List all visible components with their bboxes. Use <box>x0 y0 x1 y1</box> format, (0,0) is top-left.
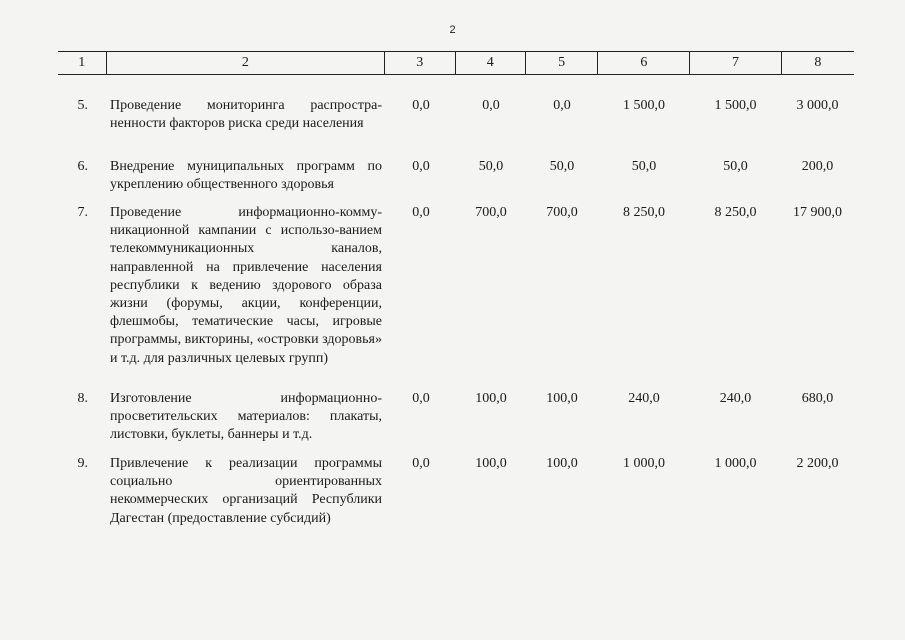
row-value-col3: 0,0 <box>412 98 430 113</box>
row-number: 9. <box>77 456 88 471</box>
header-cell-6: 6 <box>597 52 689 74</box>
row-value-col3: 0,0 <box>412 391 430 406</box>
row-value-col7: 1 000,0 <box>714 456 757 471</box>
header-cell-1: 1 <box>78 55 86 70</box>
row-value-col8: 3 000,0 <box>796 98 839 113</box>
table-row <box>58 204 854 368</box>
row-name: Привлечение к реализации программы социально ориентированных некоммерческих организаций Республики Дагестан (предоставление субсидий) <box>110 456 382 526</box>
row-name: Проведение мониторинга распростра-ненности факторов риска среди населения <box>110 98 382 132</box>
table-row <box>58 158 854 194</box>
row-value-col5: 100,0 <box>546 456 578 471</box>
row-number: 7. <box>77 205 88 220</box>
row-value-col4: 100,0 <box>475 391 507 406</box>
row-value-col5: 700,0 <box>546 205 578 220</box>
row-value-col3: 0,0 <box>412 456 430 471</box>
row-value-col7: 1 500,0 <box>714 98 757 113</box>
row-value-col6: 50,0 <box>631 159 657 174</box>
table-row <box>58 97 854 133</box>
row-value-col8: 200,0 <box>801 159 834 174</box>
row-value-col3: 0,0 <box>412 159 430 174</box>
row-value-col5: 0,0 <box>553 98 571 113</box>
row-value-col8: 17 900,0 <box>793 205 842 220</box>
row-value-col3: 0,0 <box>412 205 430 220</box>
row-value-col8: 2 200,0 <box>796 456 839 471</box>
row-value-col7: 8 250,0 <box>714 205 757 220</box>
row-name: Изготовление информационно-просветительских материалов: плакаты, листовки, буклеты, баннеры и т.д. <box>110 391 382 443</box>
row-name: Внедрение муниципальных программ по укреплению общественного здоровья <box>110 159 382 193</box>
row-value-col6: 1 000,0 <box>623 456 665 471</box>
row-value-col4: 0,0 <box>482 98 500 113</box>
row-number: 8. <box>77 391 88 406</box>
table-row <box>58 390 854 445</box>
row-value-col6: 8 250,0 <box>623 205 665 220</box>
header-cell-4: 4 <box>455 52 525 74</box>
row-value-col4: 700,0 <box>475 205 507 220</box>
header-cell-3: 3 <box>384 52 454 74</box>
header-cell-7: 7 <box>689 52 780 74</box>
table-header <box>58 51 854 75</box>
table-row <box>58 455 854 528</box>
row-value-col6: 1 500,0 <box>623 98 665 113</box>
header-cell-5: 5 <box>525 52 597 74</box>
header-cell-2: 2 <box>106 52 385 74</box>
row-value-col6: 240,0 <box>628 391 660 406</box>
row-number: 6. <box>77 159 88 174</box>
row-value-col4: 50,0 <box>478 159 504 174</box>
row-number: 5. <box>77 98 88 113</box>
page-number: 2 <box>449 24 456 36</box>
row-value-col5: 50,0 <box>549 159 575 174</box>
header-cell-8: 8 <box>781 52 854 74</box>
row-value-col7: 240,0 <box>719 391 752 406</box>
row-name: Проведение информационно-комму-никационной кампании с использо-ванием телекоммуникационных каналов, направленной на привлечение населения республики к ведению здорового образа жизни (форумы, акции, конференции, флешмобы, тематические часы, игровые программы, викторины, «островки здоровья» и т.д. для различных целевых групп) <box>110 205 382 366</box>
row-value-col5: 100,0 <box>546 391 578 406</box>
row-value-col7: 50,0 <box>723 159 748 174</box>
row-value-col8: 680,0 <box>801 391 834 406</box>
row-value-col4: 100,0 <box>475 456 507 471</box>
